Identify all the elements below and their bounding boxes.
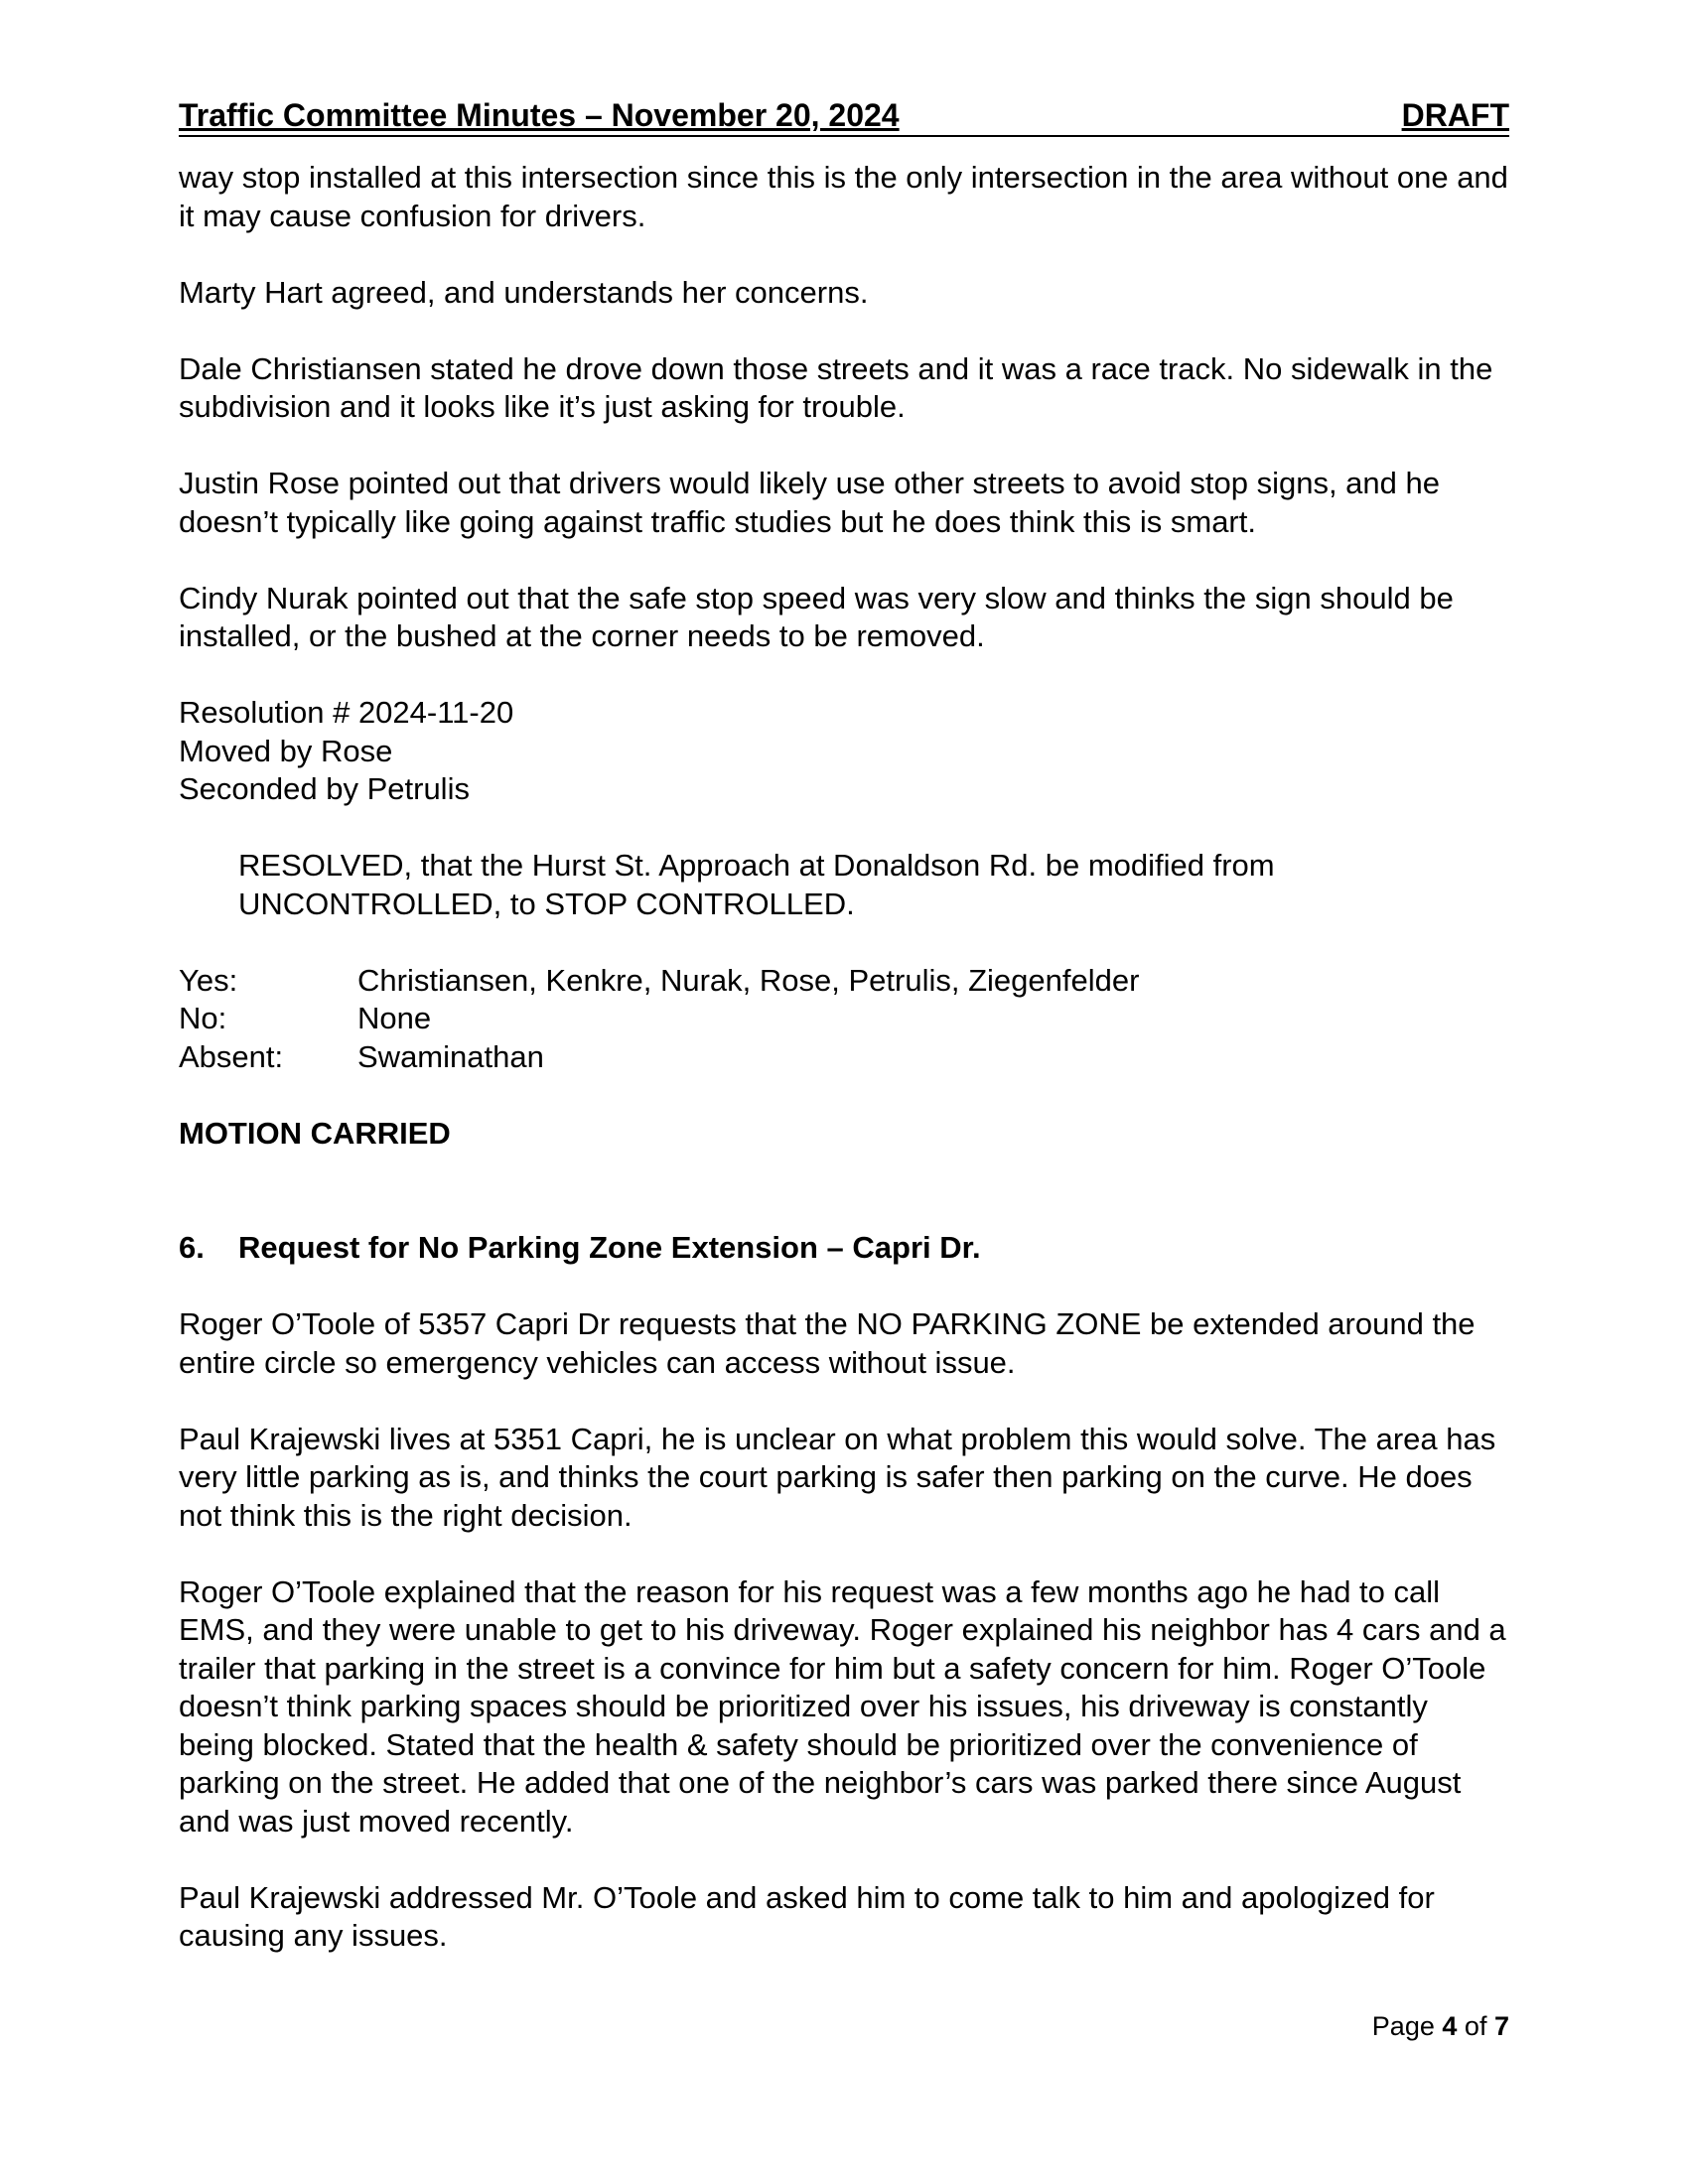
vote-row-no [179,1000,1509,1038]
vote-table [179,962,1509,1077]
paragraph: Marty Hart agreed, and understands her concerns. [179,274,869,310]
vote-value: Swaminathan [357,1038,544,1074]
resolved-text: RESOLVED, that the Hurst St. Approach at Donaldson Rd. be modified from UNCONTROLLED, to STOP CONTROLLED. [238,848,1275,921]
paragraph: Paul Krajewski addressed Mr. O’Toole and asked him to come talk to him and apologized for causing any issues. [179,1879,1435,1953]
paragraph: Roger O’Toole of 5357 Capri Dr requests that the NO PARKING ZONE be extended around the entire circle so emergency vehicles can access without issue. [179,1306,1476,1380]
vote-label: Yes: [179,962,238,998]
vote-label: Absent: [179,1038,284,1074]
moved-by: Moved by Rose [179,733,393,768]
paragraph: Cindy Nurak pointed out that the safe stop speed was very slow and thinks the sign should be installed, or the bushed at the corner needs to be removed. [179,580,1454,653]
document-page [179,0,1509,2184]
header-title: Traffic Committee Minutes – November 20, 2024 [179,97,900,133]
vote-row-absent [179,1038,1509,1077]
paragraph: Roger O’Toole explained that the reason for his request was a few months ago he had to call EMS, and they were unable to get to his driveway. Roger explained his neighbor has 4 cars and a trailer that parking in the street is a convince for him but a safety concern for him. Roger O’Toole doesn’t think parking spaces should be prioritized over his issues, his driveway is constantly being blocked. Stated that the health & safety should be prioritized over the convenience of parking on the street. He added that one of the neighbor’s cars was parked there since August and was just moved recently. [179,1573,1506,1839]
section-title: Request for No Parking Zone Extension – Capri Dr. [238,1230,981,1265]
minutes-body [179,159,1509,1956]
section-number: 6. [179,1230,205,1265]
vote-value: Christiansen, Kenkre, Nurak, Rose, Petrulis, Ziegenfelder [357,962,1140,998]
paragraph: Dale Christiansen stated he drove down those streets and it was a race track. No sidewalk in the subdivision and it looks like it’s just asking for trouble. [179,350,1493,424]
motion-result: MOTION CARRIED [179,1115,451,1151]
draft-label: DRAFT [1401,97,1509,133]
page-footer [1372,2011,1509,2042]
paragraph: Justin Rose pointed out that drivers would likely use other streets to avoid stop signs, and he doesn’t typically like going against traffic studies but he does think this is smart. [179,466,1440,539]
paragraph: Paul Krajewski lives at 5351 Capri, he is unclear on what problem this would solve. The area has very little parking as is, and thinks the court parking is safer then parking on the curve. He does not think this is the right decision. [179,1421,1496,1533]
page-word: Page [1371,2011,1435,2041]
page-total: 7 [1493,2011,1509,2041]
resolution-number: Resolution # 2024-11-20 [179,695,514,730]
vote-value: None [357,1001,432,1035]
section-heading [179,1229,1509,1268]
resolution-block [179,694,1509,809]
page-header [179,97,1509,137]
vote-label: No: [179,1001,227,1035]
seconded-by: Seconded by Petrulis [179,771,470,806]
page-number: 4 [1442,2011,1458,2041]
of-word: of [1464,2011,1487,2041]
vote-row-yes [179,962,1509,1001]
paragraph: way stop installed at this intersection since this is the only intersection in the area without one and it may cause confusion for drivers. [179,160,1508,233]
